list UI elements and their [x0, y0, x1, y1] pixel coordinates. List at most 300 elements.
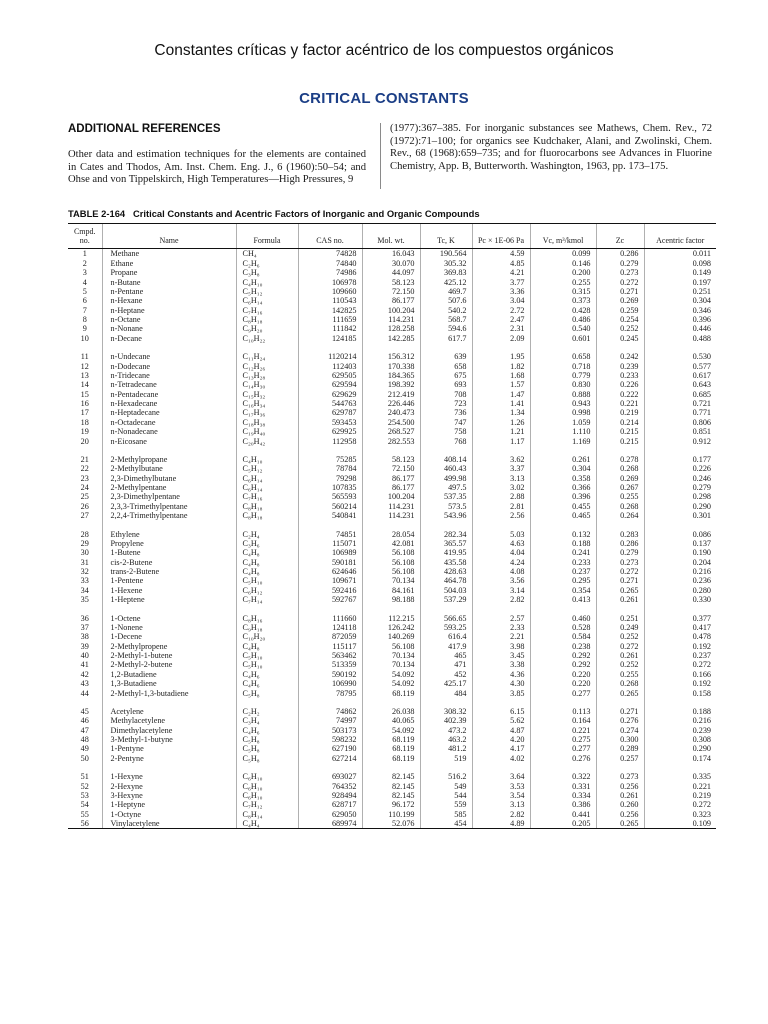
- cell-vc: 0.113: [530, 698, 596, 716]
- cell-zc: 0.273: [596, 268, 644, 277]
- col-header-name: Name: [102, 224, 236, 249]
- table-row: [68, 399, 716, 408]
- cell-pc: 4.59: [472, 249, 530, 259]
- additional-references-heading: ADDITIONAL REFERENCES: [68, 123, 221, 135]
- cell-pc: 1.68: [472, 371, 530, 380]
- cell-zc: 0.269: [596, 474, 644, 483]
- cell-cas: 124185: [298, 334, 362, 343]
- cell-name: 2-Methylpropene: [102, 642, 236, 651]
- table-row: [68, 390, 716, 399]
- cell-pc: 3.64: [472, 763, 530, 781]
- cell-name: n-Hexane: [102, 296, 236, 305]
- cell-vc: 0.132: [530, 521, 596, 539]
- cell-tc: 308.32: [420, 698, 472, 716]
- cell-tc: 469.7: [420, 287, 472, 296]
- cell-omega: 0.323: [644, 810, 716, 819]
- cell-vc: 0.584: [530, 632, 596, 641]
- cell-name: n-Tetradecane: [102, 380, 236, 389]
- cell-zc: 0.273: [596, 558, 644, 567]
- cell-vc: 0.441: [530, 810, 596, 819]
- table-row: [68, 558, 716, 567]
- table-row: [68, 623, 716, 632]
- cell-vc: 0.658: [530, 343, 596, 361]
- cell-pc: 2.09: [472, 334, 530, 343]
- cell-zc: 0.226: [596, 380, 644, 389]
- cell-pc: 4.36: [472, 670, 530, 679]
- cell-no: 55: [80, 809, 89, 819]
- cell-name: 1-Nonene: [102, 623, 236, 632]
- cell-vc: 0.205: [530, 819, 596, 829]
- cell-vc: 0.396: [530, 492, 596, 501]
- cell-no: 41: [80, 660, 89, 670]
- cell-name: 1,2-Butadiene: [102, 670, 236, 679]
- cell-omega: 0.272: [644, 660, 716, 669]
- cell-omega: 0.308: [644, 735, 716, 744]
- cell-mw: 44.097: [362, 268, 420, 277]
- cell-mw: 140.269: [362, 632, 420, 641]
- cell-no: 40: [80, 651, 89, 661]
- cell-cas: 109671: [298, 576, 362, 585]
- cell-cas: 693027: [298, 763, 362, 781]
- col-header-mw: Mol. wt.: [362, 224, 420, 249]
- cell-omega: 0.617: [644, 371, 716, 380]
- cell-zc: 0.278: [596, 446, 644, 464]
- cell-name: n-Nonadecane: [102, 427, 236, 436]
- cell-zc: 0.267: [596, 483, 644, 492]
- cell-tc: 497.5: [420, 483, 472, 492]
- cell-tc: 537.35: [420, 492, 472, 501]
- cell-omega: 0.086: [644, 521, 716, 539]
- cell-vc: 0.164: [530, 716, 596, 725]
- cell-cas: 78795: [298, 689, 362, 698]
- cell-vc: 0.366: [530, 483, 596, 492]
- cell-cas: 112403: [298, 362, 362, 371]
- cell-name: 3-Methyl-1-butyne: [102, 735, 236, 744]
- cell-mw: 70.134: [362, 651, 420, 660]
- cell-pc: 3.14: [472, 586, 530, 595]
- cell-zc: 0.286: [596, 249, 644, 259]
- cell-omega: 0.851: [644, 427, 716, 436]
- cell-name: n-Eicosane: [102, 437, 236, 446]
- table-row: [68, 791, 716, 800]
- table-row: [68, 605, 716, 623]
- cell-pc: 3.04: [472, 296, 530, 305]
- cell-pc: 2.47: [472, 315, 530, 324]
- table-title: Critical Constants and Acentric Factors of Inorganic and Organic Compounds: [132, 208, 480, 219]
- table-row: [68, 408, 716, 417]
- cell-tc: 708: [420, 390, 472, 399]
- cell-zc: 0.271: [596, 698, 644, 716]
- cell-omega: 0.216: [644, 567, 716, 576]
- cell-mw: 128.258: [362, 324, 420, 333]
- cell-formula: C₈H₁₈: [236, 502, 298, 511]
- cell-mw: 268.527: [362, 427, 420, 436]
- cell-cas: 79298: [298, 474, 362, 483]
- cell-no: 5: [82, 286, 87, 296]
- cell-cas: 590192: [298, 670, 362, 679]
- cell-zc: 0.289: [596, 744, 644, 753]
- cell-tc: 566.65: [420, 605, 472, 623]
- cell-vc: 0.334: [530, 791, 596, 800]
- cell-pc: 2.88: [472, 492, 530, 501]
- cell-vc: 0.277: [530, 689, 596, 698]
- cell-vc: 0.354: [530, 586, 596, 595]
- cell-omega: 0.237: [644, 651, 716, 660]
- cell-formula: C₆H₁₀: [236, 791, 298, 800]
- cell-omega: 0.011: [644, 249, 716, 259]
- cell-no: 47: [80, 725, 89, 735]
- cell-formula: C₆H₁₄: [236, 296, 298, 305]
- cell-no: 38: [80, 632, 89, 642]
- cell-zc: 0.269: [596, 296, 644, 305]
- cell-name: Ethylene: [102, 521, 236, 539]
- cell-pc: 3.77: [472, 278, 530, 287]
- cell-mw: 86.177: [362, 483, 420, 492]
- cell-zc: 0.272: [596, 278, 644, 287]
- cell-zc: 0.214: [596, 418, 644, 427]
- cell-formula: C₇H₁₆: [236, 492, 298, 501]
- cell-formula: C₇H₁₆: [236, 306, 298, 315]
- cell-cas: 928494: [298, 791, 362, 800]
- cell-formula: C₄H₈: [236, 558, 298, 567]
- table-caption: [68, 208, 480, 219]
- table-row: [68, 418, 716, 427]
- cell-vc: 0.276: [530, 754, 596, 763]
- cell-tc: 369.83: [420, 268, 472, 277]
- table-row: [68, 446, 716, 464]
- cell-cas: 629594: [298, 380, 362, 389]
- col-header-tc: Tc, K: [420, 224, 472, 249]
- cell-zc: 0.251: [596, 605, 644, 623]
- cell-vc: 1.110: [530, 427, 596, 436]
- cell-pc: 1.57: [472, 380, 530, 389]
- cell-vc: 0.146: [530, 259, 596, 268]
- cell-mw: 184.365: [362, 371, 420, 380]
- cell-tc: 408.14: [420, 446, 472, 464]
- cell-name: n-Tridecane: [102, 371, 236, 380]
- cell-tc: 540.2: [420, 306, 472, 315]
- cell-vc: 0.292: [530, 651, 596, 660]
- cell-omega: 0.912: [644, 437, 716, 446]
- cell-no: 25: [80, 492, 89, 502]
- cell-omega: 0.137: [644, 539, 716, 548]
- cell-mw: 56.108: [362, 558, 420, 567]
- cell-zc: 0.239: [596, 362, 644, 371]
- cell-zc: 0.268: [596, 464, 644, 473]
- cell-mw: 56.108: [362, 567, 420, 576]
- cell-no: 39: [80, 641, 89, 651]
- cell-cas: 629629: [298, 390, 362, 399]
- cell-no: 20: [80, 436, 89, 446]
- cell-zc: 0.252: [596, 660, 644, 669]
- cell-vc: 0.358: [530, 474, 596, 483]
- cell-zc: 0.261: [596, 651, 644, 660]
- cell-zc: 0.272: [596, 642, 644, 651]
- table-row: [68, 632, 716, 641]
- cell-tc: 519: [420, 754, 472, 763]
- cell-tc: 417.9: [420, 642, 472, 651]
- cell-zc: 0.256: [596, 782, 644, 791]
- cell-tc: 675: [420, 371, 472, 380]
- cell-omega: 0.346: [644, 306, 716, 315]
- cell-tc: 617.7: [420, 334, 472, 343]
- cell-tc: 543.96: [420, 511, 472, 520]
- cell-pc: 2.81: [472, 502, 530, 511]
- cell-name: 2-Pentyne: [102, 754, 236, 763]
- cell-omega: 0.335: [644, 763, 716, 781]
- cell-omega: 0.280: [644, 586, 716, 595]
- cell-zc: 0.255: [596, 492, 644, 501]
- cell-tc: 616.4: [420, 632, 472, 641]
- table-row: [68, 334, 716, 343]
- cell-omega: 0.298: [644, 492, 716, 501]
- cell-vc: 0.292: [530, 660, 596, 669]
- cell-mw: 156.312: [362, 343, 420, 361]
- cell-vc: 0.200: [530, 268, 596, 277]
- cell-mw: 240.473: [362, 408, 420, 417]
- cell-tc: 365.57: [420, 539, 472, 548]
- cell-mw: 54.092: [362, 726, 420, 735]
- cell-formula: C₁₀H₂₂: [236, 334, 298, 343]
- cell-omega: 0.246: [644, 474, 716, 483]
- cell-vc: 0.237: [530, 567, 596, 576]
- cell-no: 12: [80, 361, 89, 371]
- cell-tc: 693: [420, 380, 472, 389]
- table-row: [68, 744, 716, 753]
- cell-name: Propane: [102, 268, 236, 277]
- cell-formula: C₂H₄: [236, 521, 298, 539]
- cell-zc: 0.265: [596, 689, 644, 698]
- cell-vc: 0.455: [530, 502, 596, 511]
- cell-pc: 4.08: [472, 567, 530, 576]
- cell-omega: 0.158: [644, 689, 716, 698]
- col-header-omega: Acentric factor: [644, 224, 716, 249]
- cell-no: 50: [80, 753, 89, 763]
- table-row: [68, 502, 716, 511]
- cell-vc: 0.528: [530, 623, 596, 632]
- cell-zc: 0.274: [596, 726, 644, 735]
- cell-formula: C₇H₁₂: [236, 800, 298, 809]
- doc-title: CRITICAL CONSTANTS: [299, 90, 469, 107]
- cell-name: n-Pentane: [102, 287, 236, 296]
- cell-omega: 0.304: [644, 296, 716, 305]
- cell-cas: 540841: [298, 511, 362, 520]
- cell-cas: 74840: [298, 259, 362, 268]
- cell-cas: 629050: [298, 810, 362, 819]
- cell-vc: 0.373: [530, 296, 596, 305]
- cell-name: n-Dodecane: [102, 362, 236, 371]
- cell-no: 30: [80, 548, 89, 558]
- cell-mw: 28.054: [362, 521, 420, 539]
- table-row: [68, 464, 716, 473]
- cell-formula: C₃H₄: [236, 716, 298, 725]
- cell-mw: 198.392: [362, 380, 420, 389]
- cell-name: 2-Methylbutane: [102, 464, 236, 473]
- cell-zc: 0.283: [596, 521, 644, 539]
- cell-mw: 68.119: [362, 744, 420, 753]
- cell-cas: 598232: [298, 735, 362, 744]
- cell-tc: 594.6: [420, 324, 472, 333]
- cell-formula: C₃H₈: [236, 268, 298, 277]
- cell-zc: 0.271: [596, 576, 644, 585]
- cell-pc: 2.21: [472, 632, 530, 641]
- cell-cas: 593453: [298, 418, 362, 427]
- cell-cas: 872059: [298, 632, 362, 641]
- cell-zc: 0.252: [596, 324, 644, 333]
- col-header-cas: CAS no.: [298, 224, 362, 249]
- cell-formula: C₂H₂: [236, 698, 298, 716]
- cell-no: 54: [80, 800, 89, 810]
- cell-pc: 3.85: [472, 689, 530, 698]
- cell-no: 49: [80, 744, 89, 754]
- table-row: [68, 380, 716, 389]
- cell-no: 35: [80, 595, 89, 605]
- cell-pc: 3.37: [472, 464, 530, 473]
- cell-formula: C₈H₁₄: [236, 810, 298, 819]
- cell-mw: 40.065: [362, 716, 420, 725]
- cell-cas: 628717: [298, 800, 362, 809]
- cell-mw: 70.134: [362, 576, 420, 585]
- table-row: [68, 576, 716, 585]
- cell-cas: 74851: [298, 521, 362, 539]
- cell-cas: 107835: [298, 483, 362, 492]
- cell-mw: 100.204: [362, 306, 420, 315]
- cell-no: 43: [80, 679, 89, 689]
- cell-tc: 452: [420, 670, 472, 679]
- cell-no: 56: [68, 819, 102, 829]
- cell-omega: 0.166: [644, 670, 716, 679]
- cell-no: 31: [80, 557, 89, 567]
- cell-cas: 513359: [298, 660, 362, 669]
- cell-cas: 624646: [298, 567, 362, 576]
- cell-mw: 68.119: [362, 689, 420, 698]
- cell-formula: C₄H₈: [236, 567, 298, 576]
- cell-zc: 0.279: [596, 548, 644, 557]
- cell-pc: 2.72: [472, 306, 530, 315]
- cell-name: Acetylene: [102, 698, 236, 716]
- cell-cas: 560214: [298, 502, 362, 511]
- cell-tc: 573.5: [420, 502, 472, 511]
- cell-pc: 1.47: [472, 390, 530, 399]
- cell-no: 26: [80, 501, 89, 511]
- cell-name: 1-Octyne: [102, 810, 236, 819]
- cell-cas: 111842: [298, 324, 362, 333]
- cell-formula: C₈H₁₆: [236, 605, 298, 623]
- table-row: [68, 716, 716, 725]
- cell-omega: 0.771: [644, 408, 716, 417]
- table-row: [68, 306, 716, 315]
- cell-formula: C₁₉H₄₀: [236, 427, 298, 436]
- cell-name: Methylacetylene: [102, 716, 236, 725]
- cell-cas: 106978: [298, 278, 362, 287]
- cell-omega: 0.478: [644, 632, 716, 641]
- cell-no: 15: [80, 389, 89, 399]
- cell-omega: 0.290: [644, 502, 716, 511]
- cell-mw: 30.070: [362, 259, 420, 268]
- cell-no: 28: [80, 529, 89, 539]
- cell-omega: 0.192: [644, 679, 716, 688]
- cell-zc: 0.256: [596, 810, 644, 819]
- cell-vc: 0.718: [530, 362, 596, 371]
- cell-omega: 0.236: [644, 576, 716, 585]
- cell-pc: 3.36: [472, 287, 530, 296]
- table-row: [68, 287, 716, 296]
- cell-vc: 0.486: [530, 315, 596, 324]
- cell-mw: 58.123: [362, 278, 420, 287]
- cell-omega: 0.190: [644, 548, 716, 557]
- cell-formula: C₅H₈: [236, 689, 298, 698]
- cell-name: n-Undecane: [102, 343, 236, 361]
- cell-vc: 0.277: [530, 744, 596, 753]
- table-row: [68, 642, 716, 651]
- cell-pc: 4.20: [472, 735, 530, 744]
- cell-name: 2-Methyl-1,3-butadiene: [102, 689, 236, 698]
- cell-no: 29: [80, 538, 89, 548]
- cell-name: 1-Heptene: [102, 595, 236, 604]
- cell-formula: C₅H₁₂: [236, 464, 298, 473]
- cell-pc: 4.17: [472, 744, 530, 753]
- cell-cas: 115071: [298, 539, 362, 548]
- cell-cas: 503173: [298, 726, 362, 735]
- cell-pc: 2.31: [472, 324, 530, 333]
- cell-zc: 0.254: [596, 315, 644, 324]
- cell-formula: C₄H₈: [236, 548, 298, 557]
- cell-formula: C₅H₁₂: [236, 287, 298, 296]
- cell-no: 34: [80, 585, 89, 595]
- cell-formula: C₇H₁₄: [236, 595, 298, 604]
- cell-tc: 504.03: [420, 586, 472, 595]
- cell-tc: 544: [420, 791, 472, 800]
- cell-formula: C₂H₆: [236, 259, 298, 268]
- table-row: [68, 268, 716, 277]
- cell-name: Vinylacetylene: [102, 819, 236, 829]
- cell-formula: CH₄: [236, 249, 298, 259]
- cell-pc: 5.62: [472, 716, 530, 725]
- cell-vc: 0.779: [530, 371, 596, 380]
- cell-vc: 0.220: [530, 670, 596, 679]
- cell-cas: 629505: [298, 371, 362, 380]
- cell-pc: 2.33: [472, 623, 530, 632]
- cell-omega: 0.109: [644, 819, 716, 829]
- cell-no: 14: [80, 380, 89, 390]
- cell-pc: 1.21: [472, 427, 530, 436]
- cell-zc: 0.222: [596, 390, 644, 399]
- cell-zc: 0.273: [596, 763, 644, 781]
- cell-cas: 109660: [298, 287, 362, 296]
- cell-mw: 70.134: [362, 660, 420, 669]
- cell-pc: 3.54: [472, 791, 530, 800]
- table-row: [68, 726, 716, 735]
- cell-no: 10: [80, 333, 89, 343]
- cell-no: 37: [80, 622, 89, 632]
- cell-cas: 764352: [298, 782, 362, 791]
- cell-tc: 585: [420, 810, 472, 819]
- table-row: [68, 259, 716, 268]
- cell-tc: 425.17: [420, 679, 472, 688]
- cell-name: 2-Methylpropane: [102, 446, 236, 464]
- cell-omega: 0.226: [644, 464, 716, 473]
- cell-zc: 0.249: [596, 623, 644, 632]
- cell-no: 9: [82, 324, 87, 334]
- cell-formula: C₅H₈: [236, 754, 298, 763]
- table-row: [68, 474, 716, 483]
- cell-vc: 0.998: [530, 408, 596, 417]
- table-row: [68, 343, 716, 361]
- cell-mw: 86.177: [362, 296, 420, 305]
- cell-name: 2,2,4-Trimethylpentane: [102, 511, 236, 520]
- cell-omega: 0.192: [644, 642, 716, 651]
- cell-formula: C₁₃H₂₈: [236, 371, 298, 380]
